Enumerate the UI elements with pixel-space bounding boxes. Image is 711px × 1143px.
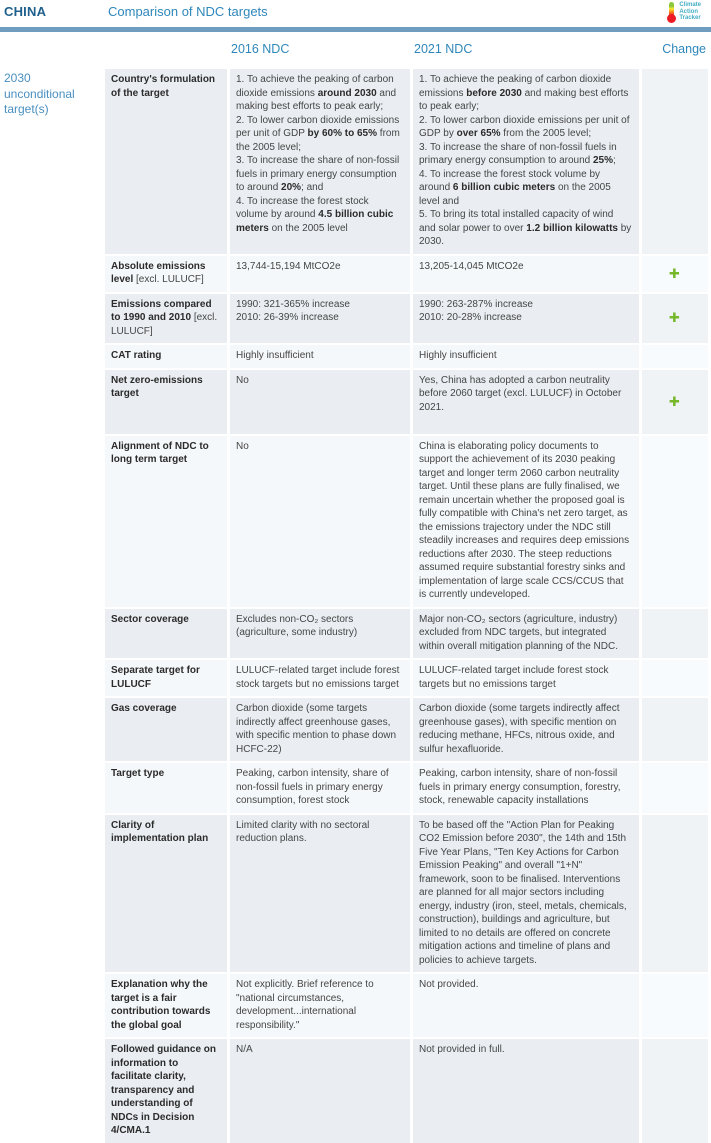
cell-2021-ndc: 13,205-14,045 MtCO2e — [413, 256, 639, 292]
row-label: Sector coverage — [105, 609, 227, 659]
cell-2021-ndc: Highly insufficient — [413, 345, 639, 368]
row-label: Gas coverage — [105, 698, 227, 761]
cell-change — [642, 345, 708, 368]
climate-action-tracker-logo[interactable] — [669, 2, 701, 22]
cell-change — [642, 763, 708, 813]
row-label: Separate target for LULUCF — [105, 660, 227, 696]
cell-2016-ndc: Not explicitly. Brief reference to "national circumstances, development...international responsibility." — [230, 974, 410, 1037]
cell-2016-ndc: Limited clarity with no sectoral reduction plans. — [230, 815, 410, 973]
table-row — [0, 69, 711, 254]
page-header — [0, 0, 711, 27]
country-label: CHINA — [4, 4, 47, 19]
cell-2016-ndc: 13,744-15,194 MtCO2e — [230, 256, 410, 292]
cell-change — [642, 1039, 708, 1143]
cell-2016-ndc: 1. To achieve the peaking of carbon dioxide emissions around 2030 and making best efforts to peak early; 2. To lower carbon dioxide emissions per unit of GDP by 60% to 65% from the 2005 level; 3. To increase the share of non-fossil fuels in primary energy consumption to around 20%; and 4. To increase the forest stock volume by around 4.5 billion cubic meters on the 2005 level — [230, 69, 410, 254]
row-label: Clarity of implementation plan — [105, 815, 227, 973]
table-row — [0, 436, 711, 607]
row-label: Emissions compared to 1990 and 2010 [excl. LULUCF] — [105, 294, 227, 344]
cell-2021-ndc: Yes, China has adopted a carbon neutrality before 2060 target (excl. LULUCF) in October 2021. — [413, 370, 639, 434]
cell-2016-ndc: LULUCF-related target include forest stock targets but no emissions target — [230, 660, 410, 696]
table-row — [0, 609, 711, 659]
cell-2016-ndc: 1990: 321-365% increase 2010: 26-39% increase — [230, 294, 410, 344]
column-header-2021-ndc: 2021 NDC — [414, 42, 473, 56]
cell-2021-ndc: Peaking, carbon intensity, share of non-fossil fuels in primary energy consumption, forestry, stock, renewable capacity installations — [413, 763, 639, 813]
cell-2016-ndc: No — [230, 436, 410, 607]
ndc-comparison-table — [0, 69, 711, 1143]
cell-change — [642, 974, 708, 1037]
cell-2021-ndc: China is elaborating policy documents to support the achievement of its 2030 peaking target and longer term 2060 carbon neutrality target. Until these plans are fully finalised, we remain uncertain whether the proposed goal is fully compatible with China's net zero target, as the emissions trajectory under the NDC still steadily increases and requires deep emissions reductions after 2030. The steep reductions assumed require substantial forestry sinks and implementation of large scale CCS/CCUS that is currently undeveloped. — [413, 436, 639, 607]
table-row — [0, 294, 711, 344]
positive-change-icon: ✚ — [669, 265, 680, 281]
row-label: Followed guidance on information to facilitate clarity, transparency and understanding of NDCs in Decision 4/CMA.1 — [105, 1039, 227, 1143]
row-label: Alignment of NDC to long term target — [105, 436, 227, 607]
table-row — [0, 974, 711, 1037]
thermometer-icon — [669, 2, 674, 16]
cell-2021-ndc: To be based off the "Action Plan for Peaking CO2 Emission before 2030", the 14th and 15th Five Year Plans, "Ten Key Actions for Carbon Emission Peaking" and overall "1+N" framework, soon to be finalised. Interventions are planned for all major sectors including energy, industry (iron, steel, metals, chemicals, construction), buildings and agriculture, but limited to no details are offered on concrete mitigation actions and timeline of plans and policies to achieve targets. — [413, 815, 639, 973]
cell-change — [642, 436, 708, 607]
cell-change — [642, 370, 708, 434]
logo-text: Climate Action Tracker — [679, 2, 701, 22]
sidebar-section-label: 2030 unconditional target(s) — [4, 71, 75, 117]
cell-change — [642, 609, 708, 659]
table-row — [0, 370, 711, 434]
cell-change — [642, 698, 708, 761]
row-label: Absolute emissions level [excl. LULUCF] — [105, 256, 227, 292]
cell-change — [642, 294, 708, 344]
cell-2016-ndc: Peaking, carbon intensity, share of non-fossil fuels in primary energy consumption, forest stock — [230, 763, 410, 813]
row-label: Net zero-emissions target — [105, 370, 227, 434]
cell-change — [642, 69, 708, 254]
table-row — [0, 1039, 711, 1143]
table-row — [0, 660, 711, 696]
row-label: CAT rating — [105, 345, 227, 368]
column-header-change: Change — [662, 42, 706, 56]
cell-change — [642, 815, 708, 973]
cell-2021-ndc: Carbon dioxide (some targets indirectly affect greenhouse gases), with specific mention on reducing methane, HFCs, nitrous oxide, and sulfur hexafluoride. — [413, 698, 639, 761]
cell-change — [642, 256, 708, 292]
row-label: Target type — [105, 763, 227, 813]
cell-2016-ndc: Highly insufficient — [230, 345, 410, 368]
cell-2021-ndc: LULUCF-related target include forest stock targets but no emissions target — [413, 660, 639, 696]
table-row — [0, 256, 711, 292]
row-label: Explanation why the target is a fair contribution towards the global goal — [105, 974, 227, 1037]
positive-change-icon: ✚ — [669, 310, 680, 326]
page-title: Comparison of NDC targets — [108, 4, 268, 19]
cell-2021-ndc: 1990: 263-287% increase 2010: 20-28% increase — [413, 294, 639, 344]
cell-2021-ndc: 1. To achieve the peaking of carbon dioxide emissions before 2030 and making best efforts to peak early; 2. To lower carbon dioxide emissions per unit of GDP by over 65% from the 2005 level; 3. To increase the share of non-fossil fuels in primary energy consumption to around 25%; 4. To increase the forest stock volume by around 6 billion cubic meters on the 2005 level and 5. To bring its total installed capacity of wind and solar power to over 1.2 billion kilowatts by 2030. — [413, 69, 639, 254]
cell-2021-ndc: Not provided. — [413, 974, 639, 1037]
cell-2016-ndc: N/A — [230, 1039, 410, 1143]
table-row — [0, 698, 711, 761]
table-row — [0, 815, 711, 973]
cell-2016-ndc: Carbon dioxide (some targets indirectly affect greenhouse gases, with specific mention to phase down HCFC-22) — [230, 698, 410, 761]
positive-change-icon: ✚ — [669, 393, 680, 409]
column-headers — [0, 32, 711, 69]
cell-2016-ndc: No — [230, 370, 410, 434]
cell-2021-ndc: Not provided in full. — [413, 1039, 639, 1143]
row-label: Country's formulation of the target — [105, 69, 227, 254]
table-row — [0, 763, 711, 813]
column-header-2016-ndc: 2016 NDC — [231, 42, 290, 56]
cell-2016-ndc: Excludes non-CO₂ sectors (agriculture, some industry) — [230, 609, 410, 659]
cell-2021-ndc: Major non-CO₂ sectors (agriculture, industry) excluded from NDC targets, but integrated within overall mitigation planning of the NDC. — [413, 609, 639, 659]
cell-change — [642, 660, 708, 696]
table-row — [0, 345, 711, 368]
